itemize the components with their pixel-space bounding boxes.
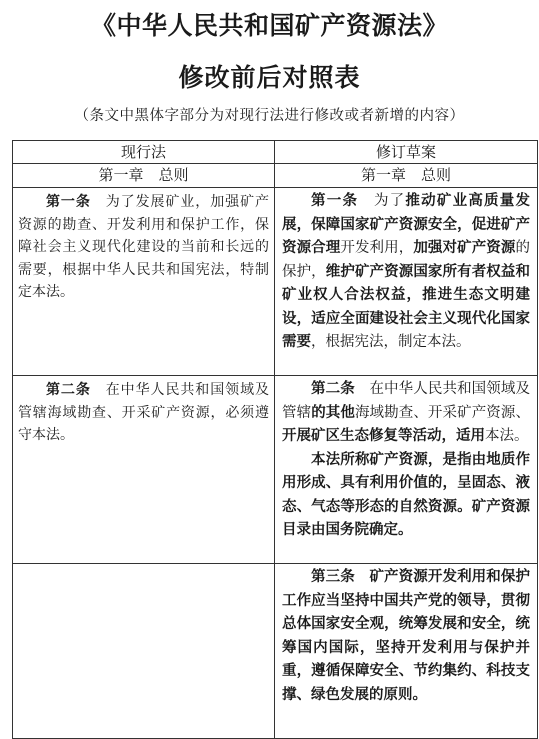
article-revised bbox=[275, 564, 538, 739]
article-current bbox=[13, 376, 275, 564]
column-header-revised: 修订草案 bbox=[275, 141, 538, 164]
article-text: 本法。 bbox=[485, 428, 529, 444]
document-subtitle: 修改前后对照表 bbox=[178, 63, 361, 92]
amended-text: 维护矿产资源国家所有者权益和矿业权人合法权益，推进生态文明建设，适应全面建设社会主义现代化国家需要 bbox=[282, 263, 530, 350]
document-title: 《中华人民共和国矿产资源法》 bbox=[90, 11, 448, 40]
article-current-empty bbox=[13, 564, 275, 739]
header-row bbox=[13, 141, 538, 164]
amended-text: 的其他 bbox=[311, 404, 355, 421]
amended-text: 矿产资源开发利用和保护工作应当坚持中国共产党的领导，贯彻总体国家安全观，统筹发展和安全，统筹国内国际，坚持开发利用与保护并重，遵循保障安全、节约集约、科技支撑、绿色发展的原则。 bbox=[282, 569, 531, 703]
article-revised bbox=[275, 188, 538, 376]
article-text: 在中华人民共和国领域及管辖海域勘查、开采矿产资源，必须遵守本法。 bbox=[18, 382, 270, 443]
article-number: 第一条 bbox=[46, 194, 91, 210]
article-text: 开发利用， bbox=[340, 240, 414, 256]
table-row bbox=[13, 564, 538, 739]
article-text: 的保护， bbox=[282, 240, 530, 280]
article-current bbox=[13, 188, 275, 376]
table-row bbox=[13, 376, 538, 564]
chapter-row bbox=[13, 164, 538, 188]
document-note: （条文中黑体字部分为对现行法进行修改或者新增的内容） bbox=[74, 108, 465, 124]
article-number: 第一条 bbox=[311, 193, 359, 209]
article-number: 第二条 bbox=[46, 382, 91, 398]
table-row bbox=[13, 188, 538, 376]
amended-paragraph: 本法所称矿产资源，是指由地质作用形成、具有利用价值的，呈固态、液态、气态等形态的自然资源。矿产资源目录由国务院确定。 bbox=[282, 451, 530, 538]
amended-text: 加强对矿产资源 bbox=[413, 240, 516, 256]
article-text: 为了 bbox=[373, 193, 406, 209]
comparison-table bbox=[12, 140, 538, 739]
amended-text: 开展矿区生态修复等活动，适用 bbox=[282, 428, 485, 444]
article-text: 海域勘查、开采矿产资源、 bbox=[354, 404, 530, 421]
article-number: 第三条 bbox=[311, 569, 355, 585]
column-header-current: 现行法 bbox=[13, 141, 275, 164]
chapter-revised: 第一章 总则 bbox=[275, 164, 538, 188]
chapter-current: 第一章 总则 bbox=[13, 164, 275, 188]
article-revised bbox=[275, 376, 538, 564]
amended-text: 推动矿业高质量发展，保障国家矿产资源安全，促进矿产资源合理 bbox=[282, 193, 531, 256]
article-text: 为了发展矿业，加强矿产资源的勘查、开发利用和保护工作，保障社会主义现代化建设的当前和长远的需要，根据中华人民共和国宪法，特制定本法。 bbox=[18, 194, 270, 300]
article-number: 第二条 bbox=[311, 381, 355, 397]
article-text: 在中华人民共和国领域及管辖 bbox=[282, 381, 531, 421]
article-text: ，根据宪法，制定本法。 bbox=[311, 334, 471, 350]
